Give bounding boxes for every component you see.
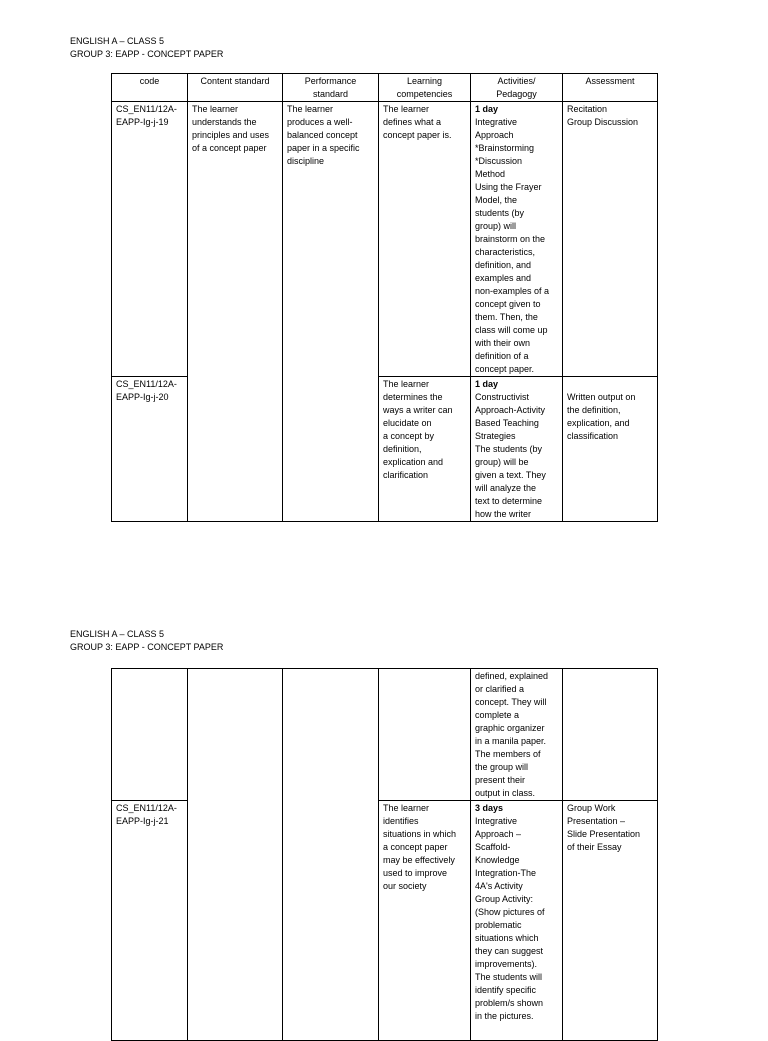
competency-cell: The learner defines what a concept paper is. bbox=[379, 102, 471, 377]
page2-header bbox=[70, 628, 223, 654]
page2-header-line2: GROUP 3: EAPP - CONCEPT PAPER bbox=[70, 642, 224, 652]
competency-cell: The learner determines the ways a writer can elucidate on a concept by definition, explication and clarification bbox=[379, 377, 471, 522]
activity-text: Constructivist Approach-Activity Based Teaching Strategies The students (by group) will be given a text. They will analyze the text to determine how the writer bbox=[475, 392, 546, 519]
column-header-activities-pedagogy: Activities/ Pedagogy bbox=[471, 74, 563, 102]
column-header-assessment: Assessment bbox=[563, 74, 658, 102]
activity-duration: 3 days bbox=[475, 803, 504, 813]
activity-duration: 1 day bbox=[475, 379, 499, 389]
performance-standard-cell bbox=[283, 669, 379, 1041]
assessment-cell bbox=[563, 669, 658, 801]
column-header-learning-competencies: Learning competencies bbox=[379, 74, 471, 102]
competency-cell: The learner identifies situations in which a concept paper may be effectively used to improve our society bbox=[379, 801, 471, 1041]
page2-header-line1: ENGLISH A – CLASS 5 bbox=[70, 629, 165, 639]
column-header-performance-standard: Performance standard bbox=[283, 74, 379, 102]
code-cell: CS_EN11/12A- EAPP-Ig-j-21 bbox=[112, 801, 188, 1041]
page1-lesson-table bbox=[111, 73, 658, 522]
table-row bbox=[112, 102, 658, 377]
page1-header-line1: ENGLISH A – CLASS 5 bbox=[70, 36, 165, 46]
assessment-cell: Written output on the definition, explication, and classification bbox=[563, 377, 658, 522]
activity-cell: defined, explained or clarified a concept. They will complete a graphic organizer in a manila paper. The members of the group will present their output in class. bbox=[471, 669, 563, 801]
content-standard-cell bbox=[188, 669, 283, 1041]
activity-cell bbox=[471, 377, 563, 522]
performance-standard-cell: The learner produces a well- balanced concept paper in a specific discipline bbox=[283, 102, 379, 522]
content-standard-cell: The learner understands the principles and uses of a concept paper bbox=[188, 102, 283, 522]
table-row bbox=[112, 669, 658, 801]
competency-cell bbox=[379, 669, 471, 801]
page2-lesson-table bbox=[111, 668, 658, 1041]
column-header-content-standard: Content standard bbox=[188, 74, 283, 102]
activity-cell bbox=[471, 801, 563, 1041]
column-header-code: code bbox=[112, 74, 188, 102]
page1-header bbox=[70, 35, 223, 61]
page1-header-line2: GROUP 3: EAPP - CONCEPT PAPER bbox=[70, 49, 224, 59]
table-header-row bbox=[112, 74, 658, 102]
activity-cell bbox=[471, 102, 563, 377]
activity-duration: 1 day bbox=[475, 104, 499, 114]
activity-text: Integrative Approach – Scaffold- Knowledge Integration-The 4A's Activity Group Activity: (Show pictures of problematic situations which they can suggest improvements). The students will identify specific problem/s shown in the pictures. bbox=[475, 816, 545, 1021]
activity-text: Integrative Approach *Brainstorming *Discussion Method Using the Frayer Model, the students (by group) will brainstorm on the characteristics, definition, and examples and non-examples of a concept given to them. Then, the class will come up with their own definition of a concept paper. bbox=[475, 117, 550, 374]
code-cell: CS_EN11/12A- EAPP-Ig-j-20 bbox=[112, 377, 188, 522]
code-cell: CS_EN11/12A- EAPP-Ig-j-19 bbox=[112, 102, 188, 377]
code-cell bbox=[112, 669, 188, 801]
assessment-cell: Recitation Group Discussion bbox=[563, 102, 658, 377]
assessment-cell: Group Work Presentation – Slide Presentation of their Essay bbox=[563, 801, 658, 1041]
